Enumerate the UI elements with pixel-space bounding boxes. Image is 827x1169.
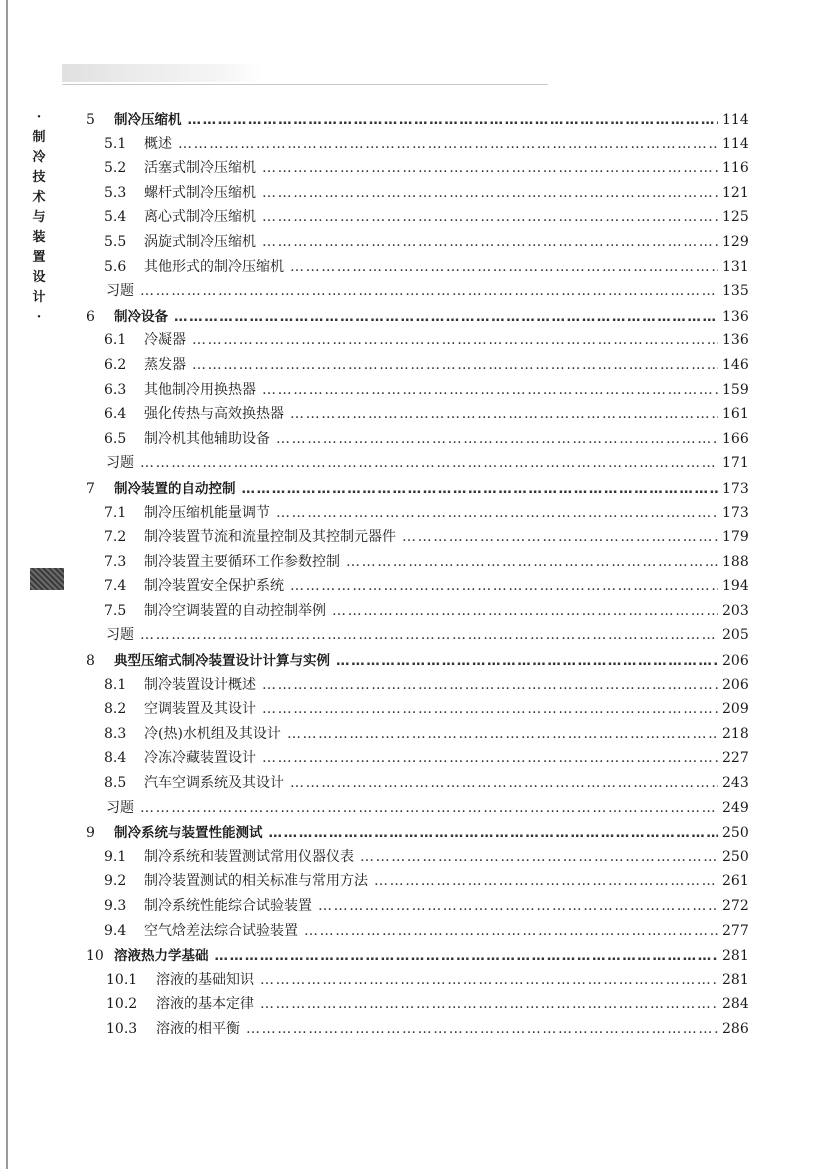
toc-entry-title: 涡旋式制冷压缩机 (144, 233, 256, 250)
dot-leader (287, 726, 718, 742)
toc-entry-section[interactable] (86, 723, 748, 748)
toc-entry-section[interactable] (86, 231, 748, 256)
toc-entry-page: 179 (722, 529, 749, 546)
toc-entry-title: 习题 (106, 455, 134, 472)
toc-entry-number: 6 (86, 308, 95, 325)
toc-entry-title: 离心式制冷压缩机 (144, 209, 256, 226)
toc-entry-number: 10.2 (106, 996, 138, 1013)
dot-leader (290, 578, 718, 594)
toc-entry-number: 7 (86, 480, 95, 497)
toc-entry-page: 249 (722, 799, 749, 816)
toc-entry-title: 制冷机其他辅助设备 (144, 430, 270, 447)
toc-entry-exercise[interactable] (86, 624, 748, 649)
toc-entry-title: 蒸发器 (144, 356, 186, 373)
toc-entry-page: 286 (722, 1020, 749, 1037)
toc-entry-title: 概述 (144, 135, 172, 152)
toc-entry-title: 制冷装置安全保护系统 (144, 578, 284, 595)
toc-entry-section[interactable] (86, 600, 748, 625)
toc-entry-section[interactable] (86, 256, 748, 281)
toc-entry-title: 制冷装置测试的相关标准与常用方法 (144, 873, 368, 890)
dot-leader (178, 136, 718, 152)
toc-entry-title: 其他制冷用换热器 (144, 381, 256, 398)
toc-entry-number: 10 (86, 948, 104, 965)
toc-entry-page: 131 (722, 258, 749, 275)
dot-leader (140, 800, 718, 816)
toc-entry-exercise[interactable] (86, 452, 748, 477)
toc-entry-section[interactable] (86, 747, 748, 772)
toc-entry-page: 125 (722, 209, 749, 226)
dot-leader (260, 972, 718, 988)
toc-entry-section[interactable] (86, 354, 748, 379)
side-title-char: 装 (32, 230, 46, 245)
dot-leader (318, 898, 718, 914)
toc-entry-title: 溶液的相平衡 (156, 1020, 240, 1037)
toc-entry-page: 171 (722, 455, 749, 472)
toc-entry-number: 9 (86, 825, 95, 842)
toc-entry-page: 129 (722, 233, 749, 250)
toc-entry-page: 188 (722, 553, 749, 570)
toc-entry-page: 284 (722, 996, 749, 1013)
toc-entry-title: 强化传热与高效换热器 (144, 406, 284, 423)
toc-entry-section[interactable] (86, 133, 748, 158)
toc-entry-title: 活塞式制冷压缩机 (144, 160, 256, 177)
toc-entry-title: 冷凝器 (144, 332, 186, 349)
dot-leader (262, 677, 718, 693)
toc-entry-page: 218 (722, 725, 749, 742)
dot-leader (290, 775, 718, 791)
toc-entry-section[interactable] (86, 157, 748, 182)
toc-entry-title: 制冷装置节流和流量控制及其控制元器件 (144, 529, 396, 546)
toc-entry-exercise[interactable] (86, 797, 748, 822)
toc-entry-chapter[interactable] (86, 305, 748, 330)
toc-entry-page: 161 (722, 406, 749, 423)
side-title-char: · (36, 110, 42, 125)
dot-leader (262, 701, 718, 717)
toc-entry-number: 6.1 (104, 332, 127, 349)
side-title-char: 技 (32, 170, 46, 185)
toc-entry-number: 7.5 (104, 602, 127, 619)
toc-entry-title: 制冷压缩机能量调节 (144, 504, 270, 521)
toc-entry-title: 制冷装置设计概述 (144, 676, 256, 693)
toc-entry-page: 135 (722, 283, 749, 300)
dot-leader (215, 948, 719, 964)
toc-entry-page: 281 (722, 971, 749, 988)
toc-entry-page: 272 (722, 898, 749, 914)
toc-entry-number: 9.4 (104, 922, 127, 939)
toc-entry-title: 螺杆式制冷压缩机 (144, 184, 256, 201)
toc-entry-number: 7.1 (104, 504, 127, 521)
toc-entry-page: 277 (722, 922, 749, 939)
side-title-char: · (36, 310, 42, 325)
toc-entry-title: 溶液的基本定律 (156, 996, 254, 1013)
toc-entry-page: 114 (722, 112, 749, 128)
toc-entry-section[interactable] (86, 526, 748, 551)
toc-entry-number: 5 (86, 112, 95, 128)
toc-entry-title: 空气焓差法综合试验装置 (144, 922, 298, 939)
dot-leader (246, 1021, 718, 1037)
side-title-char: 冷 (32, 150, 46, 165)
toc-entry-title: 习题 (106, 627, 134, 644)
toc-entry-page: 227 (722, 750, 749, 767)
toc-entry-page: 250 (722, 825, 749, 842)
toc-entry-title: 制冷系统性能综合试验装置 (144, 898, 312, 914)
toc-entry-page: 206 (722, 653, 749, 670)
toc-entry-section[interactable] (86, 993, 748, 1018)
dot-leader (188, 112, 719, 128)
side-title-char: 计 (32, 290, 46, 305)
dot-leader (276, 431, 718, 447)
dot-leader (374, 873, 718, 889)
thumb-index-tab (30, 568, 64, 590)
toc-entry-page: 121 (722, 184, 749, 201)
toc-entry-title: 制冷设备 (114, 308, 168, 325)
dot-leader (262, 160, 718, 176)
toc-entry-number: 7.2 (104, 529, 127, 546)
toc-entry-page: 116 (722, 160, 749, 177)
toc-entry-page: 203 (722, 602, 749, 619)
dot-leader (192, 357, 718, 373)
toc-entry-number: 5.2 (104, 160, 127, 177)
toc-entry-title: 制冷压缩机 (114, 112, 182, 128)
dot-leader (290, 259, 718, 275)
toc-entry-title: 制冷系统和装置测试常用仪器仪表 (144, 848, 354, 865)
toc-entry-section[interactable] (86, 379, 748, 404)
page-edge-rule (6, 0, 8, 1169)
dot-leader (260, 996, 718, 1012)
toc-entry-number: 7.3 (104, 553, 127, 570)
toc-entry-number: 10.1 (106, 971, 138, 988)
toc-entry-section[interactable] (86, 698, 748, 723)
side-title-char: 设 (32, 270, 46, 285)
toc-entry-section[interactable] (86, 551, 748, 576)
toc-entry-title: 冷(热)水机组及其设计 (144, 725, 281, 742)
toc-entry-number: 7.4 (104, 578, 127, 595)
toc-entry-section[interactable] (86, 206, 748, 231)
toc-entry-title: 制冷装置的自动控制 (114, 480, 236, 497)
toc-entry-page: 250 (722, 848, 749, 865)
dot-leader (140, 627, 718, 643)
toc-entry-page: 243 (722, 775, 749, 792)
toc-entry-section[interactable] (86, 329, 748, 354)
toc-entry-title: 习题 (106, 799, 134, 816)
toc-entry-title: 空调装置及其设计 (144, 701, 256, 718)
toc-entry-section[interactable] (86, 895, 748, 920)
table-of-contents (86, 108, 748, 1043)
toc-entry-title: 制冷空调装置的自动控制举例 (144, 602, 326, 619)
toc-entry-page: 206 (722, 676, 749, 693)
toc-entry-page: 173 (722, 480, 749, 497)
toc-entry-section[interactable] (86, 502, 748, 527)
dot-leader (269, 825, 719, 841)
header-rule (62, 84, 548, 85)
toc-entry-number: 5.3 (104, 184, 127, 201)
toc-entry-number: 9.1 (104, 848, 127, 865)
toc-entry-section[interactable] (86, 870, 748, 895)
toc-entry-number: 5.5 (104, 233, 127, 250)
dot-leader (346, 554, 718, 570)
toc-entry-section[interactable] (86, 428, 748, 453)
toc-entry-number: 9.3 (104, 898, 127, 914)
toc-entry-section[interactable] (86, 182, 748, 207)
toc-entry-number: 5.6 (104, 258, 127, 275)
toc-entry-title: 制冷系统与装置性能测试 (114, 825, 263, 842)
toc-entry-title: 冷冻冷藏装置设计 (144, 750, 256, 767)
toc-entry-page: 136 (722, 308, 749, 325)
toc-entry-chapter[interactable] (86, 944, 748, 969)
toc-entry-number: 6.5 (104, 430, 127, 447)
dot-leader (262, 185, 718, 201)
toc-entry-chapter[interactable] (86, 649, 748, 674)
toc-entry-title: 习题 (106, 283, 134, 300)
dot-leader (332, 603, 718, 619)
dot-leader (304, 923, 718, 939)
dot-leader (290, 406, 718, 422)
toc-entry-chapter[interactable] (86, 108, 748, 133)
toc-entry-number: 9.2 (104, 873, 127, 890)
toc-entry-title: 溶液的基础知识 (156, 971, 254, 988)
toc-entry-number: 8.2 (104, 701, 127, 718)
dot-leader (276, 505, 718, 521)
toc-entry-section[interactable] (86, 674, 748, 699)
toc-entry-section[interactable] (86, 1018, 748, 1043)
toc-entry-title: 制冷装置主要循环工作参数控制 (144, 553, 340, 570)
toc-entry-title: 溶液热力学基础 (114, 948, 209, 965)
dot-leader (402, 529, 718, 545)
toc-entry-chapter[interactable] (86, 821, 748, 846)
dot-leader (242, 481, 719, 497)
toc-entry-page: 173 (722, 504, 749, 521)
toc-entry-page: 159 (722, 381, 749, 398)
header-smudge (62, 64, 262, 82)
side-title-char: 置 (32, 250, 46, 265)
toc-entry-page: 146 (722, 356, 749, 373)
toc-entry-page: 261 (722, 873, 749, 890)
dot-leader (262, 750, 718, 766)
toc-entry-number: 8.3 (104, 725, 127, 742)
toc-entry-number: 5.1 (104, 135, 127, 152)
toc-entry-title: 汽车空调系统及其设计 (144, 775, 284, 792)
toc-entry-chapter[interactable] (86, 477, 748, 502)
toc-entry-section[interactable] (86, 403, 748, 428)
dot-leader (140, 455, 718, 471)
toc-entry-page: 209 (722, 701, 749, 718)
side-title-char: 与 (32, 210, 46, 225)
toc-entry-number: 10.3 (106, 1020, 138, 1037)
toc-entry-page: 205 (722, 627, 749, 644)
toc-entry-number: 6.2 (104, 356, 127, 373)
toc-entry-number: 8.4 (104, 750, 127, 767)
toc-entry-section[interactable] (86, 772, 748, 797)
dot-leader (174, 309, 718, 325)
toc-entry-section[interactable] (86, 846, 748, 871)
toc-entry-number: 8 (86, 653, 95, 670)
toc-entry-number: 6.4 (104, 406, 127, 423)
toc-entry-section[interactable] (86, 920, 748, 945)
side-title-char: 制 (32, 130, 46, 145)
toc-entry-number: 6.3 (104, 381, 127, 398)
dot-leader (262, 209, 718, 225)
toc-entry-page: 281 (722, 948, 749, 965)
dot-leader (140, 283, 718, 299)
dot-leader (360, 849, 718, 865)
toc-entry-number: 5.4 (104, 209, 127, 226)
toc-entry-title: 其他形式的制冷压缩机 (144, 258, 284, 275)
dot-leader (262, 382, 718, 398)
toc-entry-page: 114 (722, 135, 749, 152)
book-title-vertical (28, 108, 50, 328)
toc-entry-section[interactable] (86, 575, 748, 600)
dot-leader (192, 332, 718, 348)
toc-entry-number: 8.1 (104, 676, 127, 693)
toc-entry-page: 136 (722, 332, 749, 349)
toc-entry-page: 166 (722, 430, 749, 447)
dot-leader (336, 653, 718, 669)
toc-entry-title: 典型压缩式制冷装置设计计算与实例 (114, 653, 330, 670)
toc-entry-exercise[interactable] (86, 280, 748, 305)
side-title-char: 术 (32, 190, 46, 205)
toc-entry-number: 8.5 (104, 775, 127, 792)
dot-leader (262, 234, 718, 250)
toc-entry-page: 194 (722, 578, 749, 595)
toc-entry-section[interactable] (86, 969, 748, 994)
